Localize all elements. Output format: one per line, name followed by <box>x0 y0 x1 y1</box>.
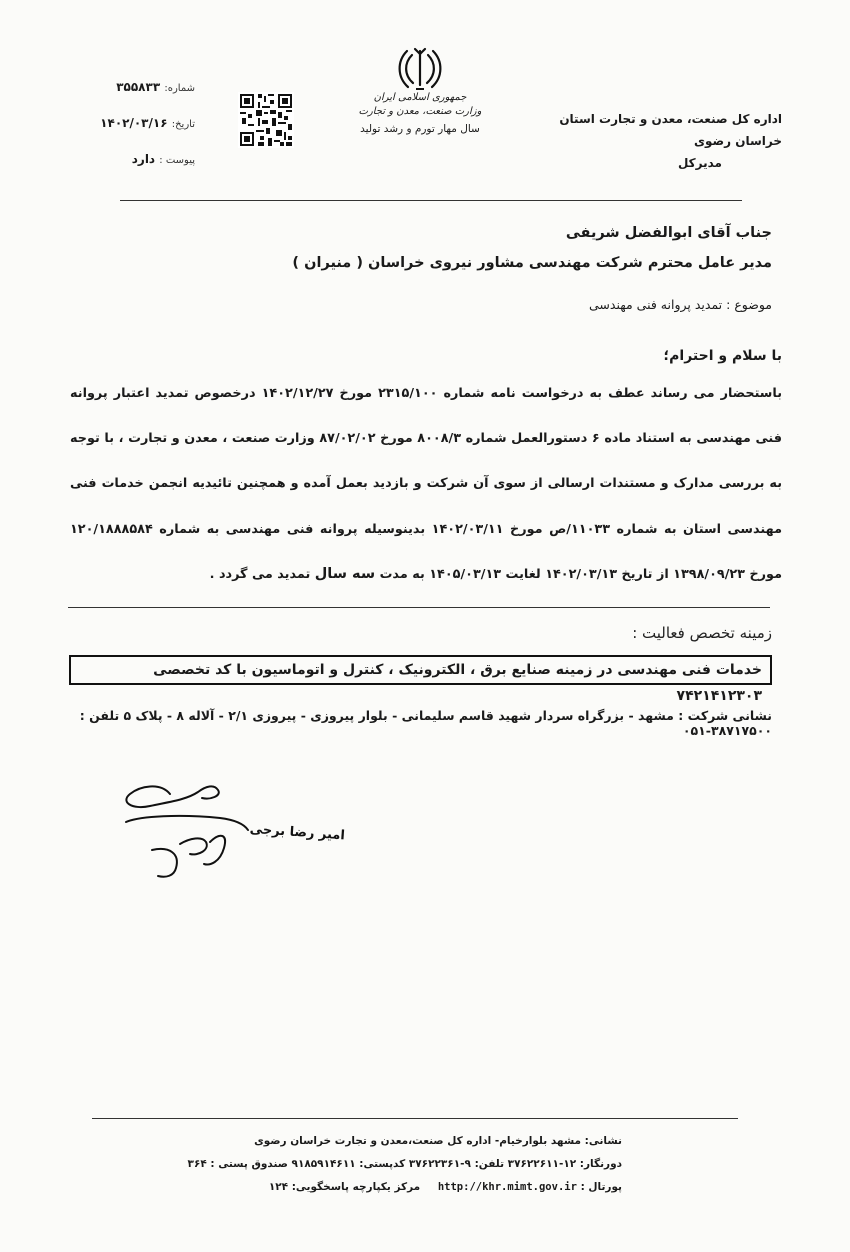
organization-role: مدیرکل <box>677 156 722 170</box>
addressee-title: مدیر عامل محترم شرکت مهندسی مشاور نیروی خراسان ( منیران ) <box>292 255 772 271</box>
letter-number-label: شماره: <box>164 83 195 94</box>
activity-title: زمینه تخصص فعالیت : <box>632 624 772 642</box>
letter-date-row <box>75 106 195 142</box>
activity-box <box>69 655 772 704</box>
footer-hotline: مرکز یکپارچه پاسخگویی: ۱۲۴ <box>268 1181 421 1193</box>
year-slogan: سال مهار تورم و رشد تولید <box>360 123 480 135</box>
footer-portal-label: پورتال : <box>580 1181 622 1193</box>
greeting: با سلام و احترام؛ <box>663 348 782 364</box>
footer-divider <box>92 1118 738 1119</box>
body-text-main: باستحضار می رساند عطف به درخواست نامه شماره ۲۳۱۵/۱۰۰ مورخ ۱۴۰۲/۱۲/۲۷ درخصوص تمدید اعتبار پروانه فنی مهندسی به استناد ماده ۶ دستورالعمل شماره ۸۰۰۸/۳ مورخ ۸۷/۰۲/۰۲ وزارت صنعت ، معدن و تجارت ، با توجه به بررسی مدارک و مستندات ارسالی از سوی آن شرکت و بازدید بعمل آمده و همچنین تائیدیه انجمن خدمات فنی مهندسی استان به شماره ۱۱۰۳۳/ص مورخ ۱۴۰۲/۰۳/۱۱ بدینوسیله پروانه فنی مهندسی به شماره ۱۲۰/۱۸۸۸۵۸۴ مورخ ۱۳۹۸/۰۹/۲۳ از تاریخ ۱۴۰۲/۰۳/۱۳ لغایت ۱۴۰۵/۰۳/۱۳ به مدت <box>70 386 782 582</box>
company-address: نشانی شرکت : مشهد - بزرگراه سردار شهید قاسم سلیمانی - بلوار پیروزی - پیروزی ۲/۱ - آلاله ۸ - پلاک ۵ تلفن : ۳۸۷۱۷۵۰۰-۰۵۱ <box>79 708 772 738</box>
iran-emblem-icon <box>395 45 445 91</box>
body-text-end: تمدید می گردد . <box>209 566 311 582</box>
signature-name: امیر رضا برجی <box>249 821 346 844</box>
organization-header <box>522 108 782 174</box>
letter-body <box>70 371 782 597</box>
organization-name: اداره کل صنعت، معدن و تجارت استان خراسان رضوی <box>559 112 782 148</box>
body-highlight-duration: سه سال <box>314 565 376 582</box>
activity-description: خدمات فنی مهندسی در زمینه صنایع برق ، الکترونیک ، کنترل و اتوماسیون با کد تخصصی ۷۴۲۱۴۱۲۳۰۳ <box>153 662 762 704</box>
addressee-name: جناب آقای ابوالفضل شریفی <box>565 225 772 241</box>
letter-subject: موضوع : تمدید پروانه فنی مهندسی <box>589 297 772 312</box>
letter-number-row <box>75 70 195 106</box>
footer-portal-link[interactable]: http://khr.mimt.gov.ir <box>437 1181 577 1193</box>
letter-date-label: تاریخ: <box>171 119 195 130</box>
letter-attachment-row <box>75 142 195 178</box>
signature-image <box>110 772 346 882</box>
letter-number-value: ۳۵۵۸۳۳ <box>116 80 161 94</box>
letter-date-value: ۱۴۰۲/۰۳/۱۶ <box>100 116 168 130</box>
addressee-block <box>172 218 772 278</box>
footer-address: نشانی: مشهد بلوارخیام- اداره کل صنعت،معدن و تجارت خراسان رضوی <box>254 1135 622 1147</box>
government-name: جمهوری اسلامی ایران <box>373 92 467 103</box>
letter-attachment-value: دارد <box>131 152 156 166</box>
footer-portal-row <box>82 1176 622 1199</box>
letter-metadata <box>75 70 195 178</box>
footer-contacts: دورنگار: ۱۲-۳۷۶۲۲۶۱۱ تلفن: ۹-۳۷۶۲۲۳۶۱ کدپستی: ۹۱۸۵۹۱۴۶۱۱ صندوق پستی : ۳۶۴ <box>187 1158 622 1170</box>
body-divider <box>68 607 770 608</box>
ministry-name: وزارت صنعت، معدن و تجارت <box>358 106 482 117</box>
qr-code-icon <box>238 92 294 148</box>
header-divider <box>120 200 742 201</box>
letter-attachment-label: پیوست : <box>159 155 195 166</box>
footer <box>82 1130 622 1199</box>
ministry-header <box>340 45 500 135</box>
